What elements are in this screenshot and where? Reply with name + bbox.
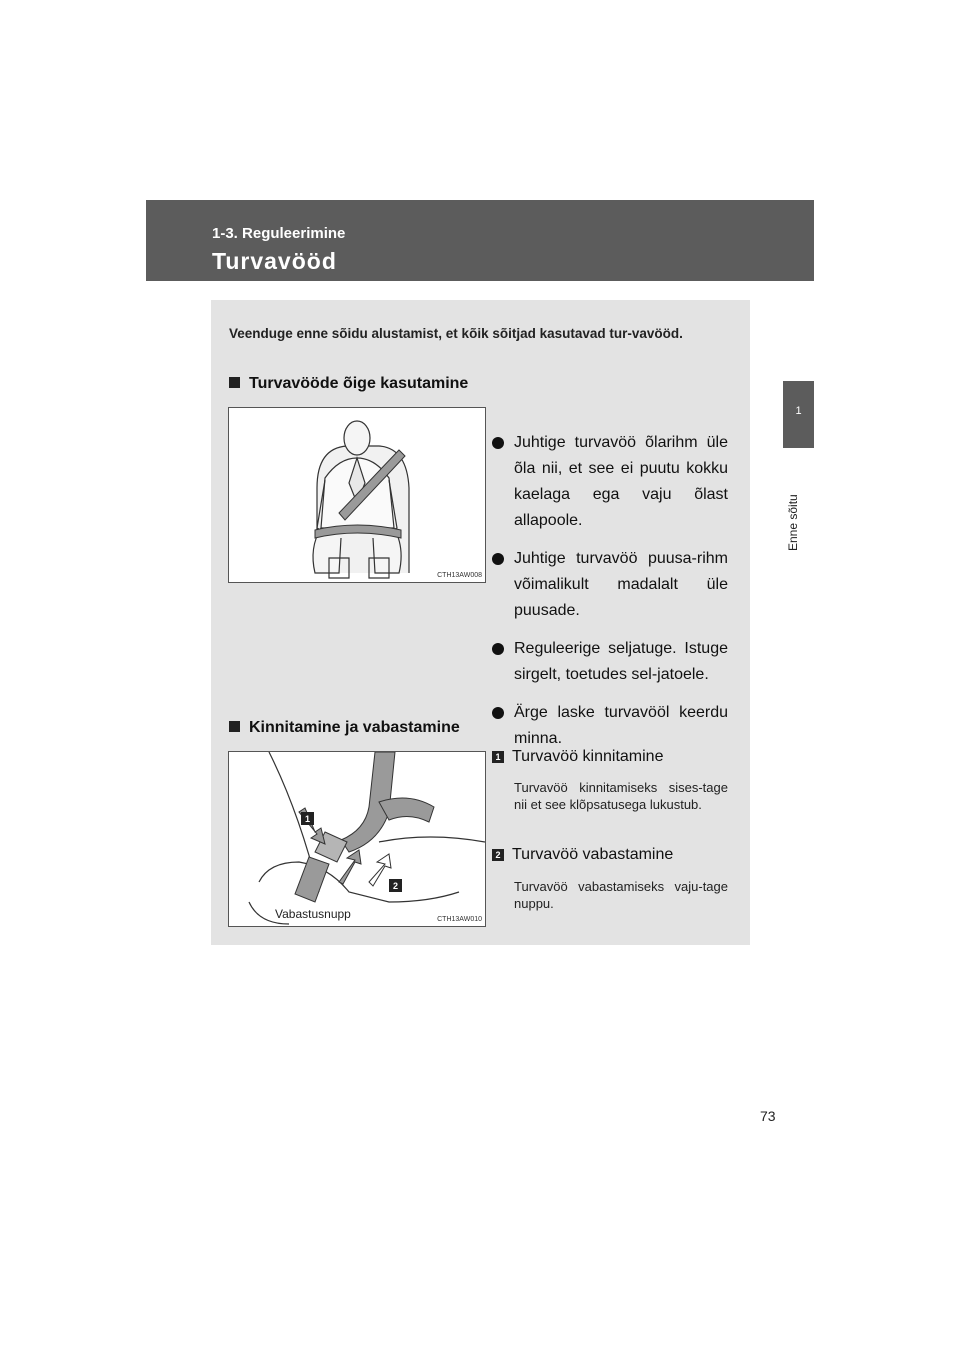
square-bullet-icon xyxy=(229,721,240,732)
figure-badge-2: 2 xyxy=(392,881,399,891)
step-1-badge: 1 xyxy=(492,751,504,763)
figure-code: CTH13AW010 xyxy=(437,916,482,923)
bullet-dot-icon xyxy=(492,553,504,565)
figure-code: CTH13AW008 xyxy=(437,572,482,579)
section-title: 1-3. Reguleerimine xyxy=(212,225,346,242)
bullet-text: Juhtige turvavöö õlarihm üle õla nii, et see ei puutu kokku kaelaga ega vaju õlast allapoole. xyxy=(514,434,728,529)
chapter-tab xyxy=(783,381,814,448)
release-button-label: Vabastusnupp xyxy=(275,907,351,921)
page-title: Turvavööd xyxy=(212,248,337,274)
usage-bullet-list xyxy=(492,430,728,764)
section-heading-correct-use xyxy=(229,375,468,393)
step-title-text: Turvavöö kinnitamine xyxy=(512,748,664,765)
chapter-label-container xyxy=(780,455,820,555)
chapter-number: 1 xyxy=(795,405,802,417)
square-bullet-icon xyxy=(229,377,240,388)
step-1-description: Turvavöö kinnitamiseks sises-tage nii et see klõpsatusega lukustub. xyxy=(514,780,728,812)
list-item xyxy=(492,546,728,624)
step-2-title xyxy=(492,846,673,864)
bullet-text: Reguleerige seljatuge. Istuge sirgelt, toetudes sel-jatoele. xyxy=(514,640,728,683)
bullet-dot-icon xyxy=(492,437,504,449)
bullet-dot-icon xyxy=(492,643,504,655)
intro-text: Veenduge enne sõidu alustamist, et kõik sõitjad kasutavad tur-vavööd. xyxy=(229,326,683,341)
buckle-figure xyxy=(228,751,486,927)
bullet-dot-icon xyxy=(492,707,504,719)
buckle-illustration xyxy=(229,752,485,926)
step-1-title xyxy=(492,748,663,766)
list-item xyxy=(492,636,728,688)
section-heading-fasten-release xyxy=(229,719,460,737)
list-item xyxy=(492,700,728,752)
chapter-label: Enne sõitu xyxy=(786,494,800,551)
page-number: 73 xyxy=(760,1108,776,1124)
step-title-text: Turvavöö vabastamine xyxy=(512,846,674,863)
page-header xyxy=(146,200,814,281)
bullet-text: Juhtige turvavöö puusa-rihm võimalikult madalalt üle puusade. xyxy=(514,550,728,619)
section-heading-text: Turvavööde õige kasutamine xyxy=(249,375,469,392)
step-2-badge: 2 xyxy=(492,849,504,861)
figure-badge-1: 1 xyxy=(304,814,311,824)
section-heading-text: Kinnitamine ja vabastamine xyxy=(249,719,460,736)
step-2-description: Turvavöö vabastamiseks vaju-tage nuppu. xyxy=(514,879,728,911)
seated-person-illustration xyxy=(229,408,485,582)
list-item xyxy=(492,430,728,534)
seatbelt-usage-figure xyxy=(228,407,486,583)
bullet-text: Ärge laske turvavööl keerdu minna. xyxy=(514,704,728,747)
